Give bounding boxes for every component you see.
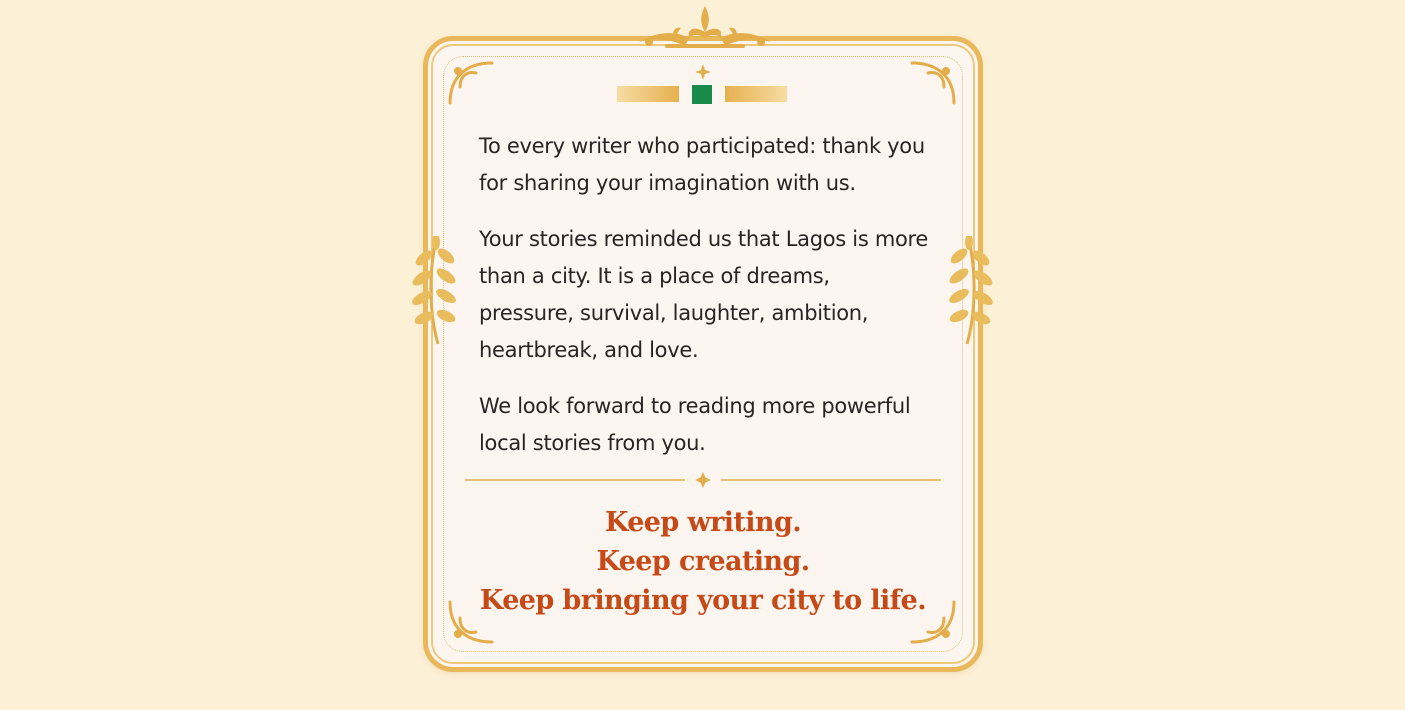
message-paragraph-2: Your stories reminded us that Lagos is more than a city. It is a place of dreams, pressure, survival, laughter, ambition, heartbreak, and love. xyxy=(479,227,929,362)
message-body xyxy=(479,128,929,481)
closing-message xyxy=(463,503,943,620)
corner-flourish-top-right-icon xyxy=(908,57,958,107)
top-crest-icon xyxy=(625,2,785,52)
laurel-right-icon xyxy=(945,236,995,346)
closing-line-1: Keep writing. xyxy=(604,507,802,538)
corner-flourish-top-left-icon xyxy=(446,57,496,107)
sparkle-icon xyxy=(695,472,711,488)
closing-line-2: Keep creating. xyxy=(596,546,810,577)
message-paragraph-3: We look forward to reading more powerful local stories from you. xyxy=(479,394,911,455)
message-paragraph-1: To every writer who participated: thank you for sharing your imagination with us. xyxy=(479,134,925,195)
laurel-left-icon xyxy=(410,236,460,346)
section-divider xyxy=(463,470,943,490)
closing-line-3: Keep bringing your city to life. xyxy=(479,585,927,616)
nigeria-flag-ornament-icon xyxy=(617,64,789,106)
